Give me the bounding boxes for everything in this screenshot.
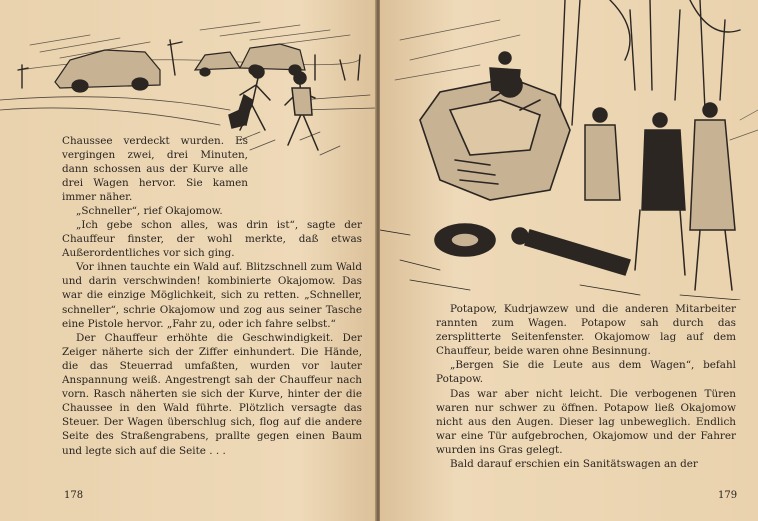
- paragraph: Bald darauf erschien ein Sanitätswagen an der: [450, 458, 698, 471]
- page-number-left: 178: [64, 490, 84, 501]
- left-page: [0, 0, 376, 521]
- paragraph: „Schneller“, rief Okajomow.: [76, 205, 223, 218]
- paragraph: Chaussee verdeckt wurden. Es vergingen zwei, drei Minuten, dann schossen aus der Kurve alle drei Wagen hervor. Sie kamen immer näher.: [62, 135, 248, 204]
- paragraph: „Bergen Sie die Leute aus dem Wagen“, befahl Potapow.: [436, 359, 736, 386]
- right-text-body: [436, 302, 736, 471]
- paragraph: „Ich gebe schon alles, was drin ist“, sagte der Chauffeur finster, der wohl merkte, daß etwas Außerordentliches vor sich ging.: [62, 219, 362, 260]
- right-page: [380, 0, 758, 521]
- paragraph: Das war aber nicht leicht. Die verbogenen Türen waren nur schwer zu öffnen. Potapow ließ Okajomow nicht aus den Augen. Dieser lag unbeweglich. Endlich war eine Tür aufgebrochen, Okajomow und der Fahrer wurden ins Gras gelegt.: [436, 387, 736, 456]
- illustration-car-crash: [380, 0, 758, 300]
- paragraph: Vor ihnen tauchte ein Wald auf. Blitzschnell zum Wald und darin verschwinden! kombinierte Okajomow. Das war die einzige Möglichkeit, sich zu retten. „Schneller, schneller“, schrie Okajomow und zog aus seiner Tasche eine Pistole hervor. „Fahr zu, oder ich fahre selbst.“: [62, 261, 362, 330]
- left-text-body: [62, 218, 362, 458]
- paragraph: Potapow, Kudrjawzew und die anderen Mitarbeiter rannten zum Wagen. Potapow sah durch das zersplitterte Seitenfenster. Okajomow lag auf dem Chauffeur, beide waren ohne Besinnung.: [436, 303, 736, 358]
- paragraph: Der Chauffeur erhöhte die Geschwindigkeit. Der Zeiger näherte sich der Ziffer einhundert. Die Hände, die das Steuerrad umfaßten, wurden vor lauter Anspannung weiß. Angestrengt sah der Chauffeur nach vorn. Rasch näherten sie sich der Kurve, hinter der die Chaussee in den Wald führte. Plötzlich versagte das Steuer. Der Wagen überschlug sich, flog auf die andere Seite des Straßengrabens, prallte gegen einen Baum und legte sich auf die Seite . . .: [62, 331, 362, 457]
- left-text-top: [62, 134, 248, 219]
- page-number-right: 179: [718, 490, 738, 501]
